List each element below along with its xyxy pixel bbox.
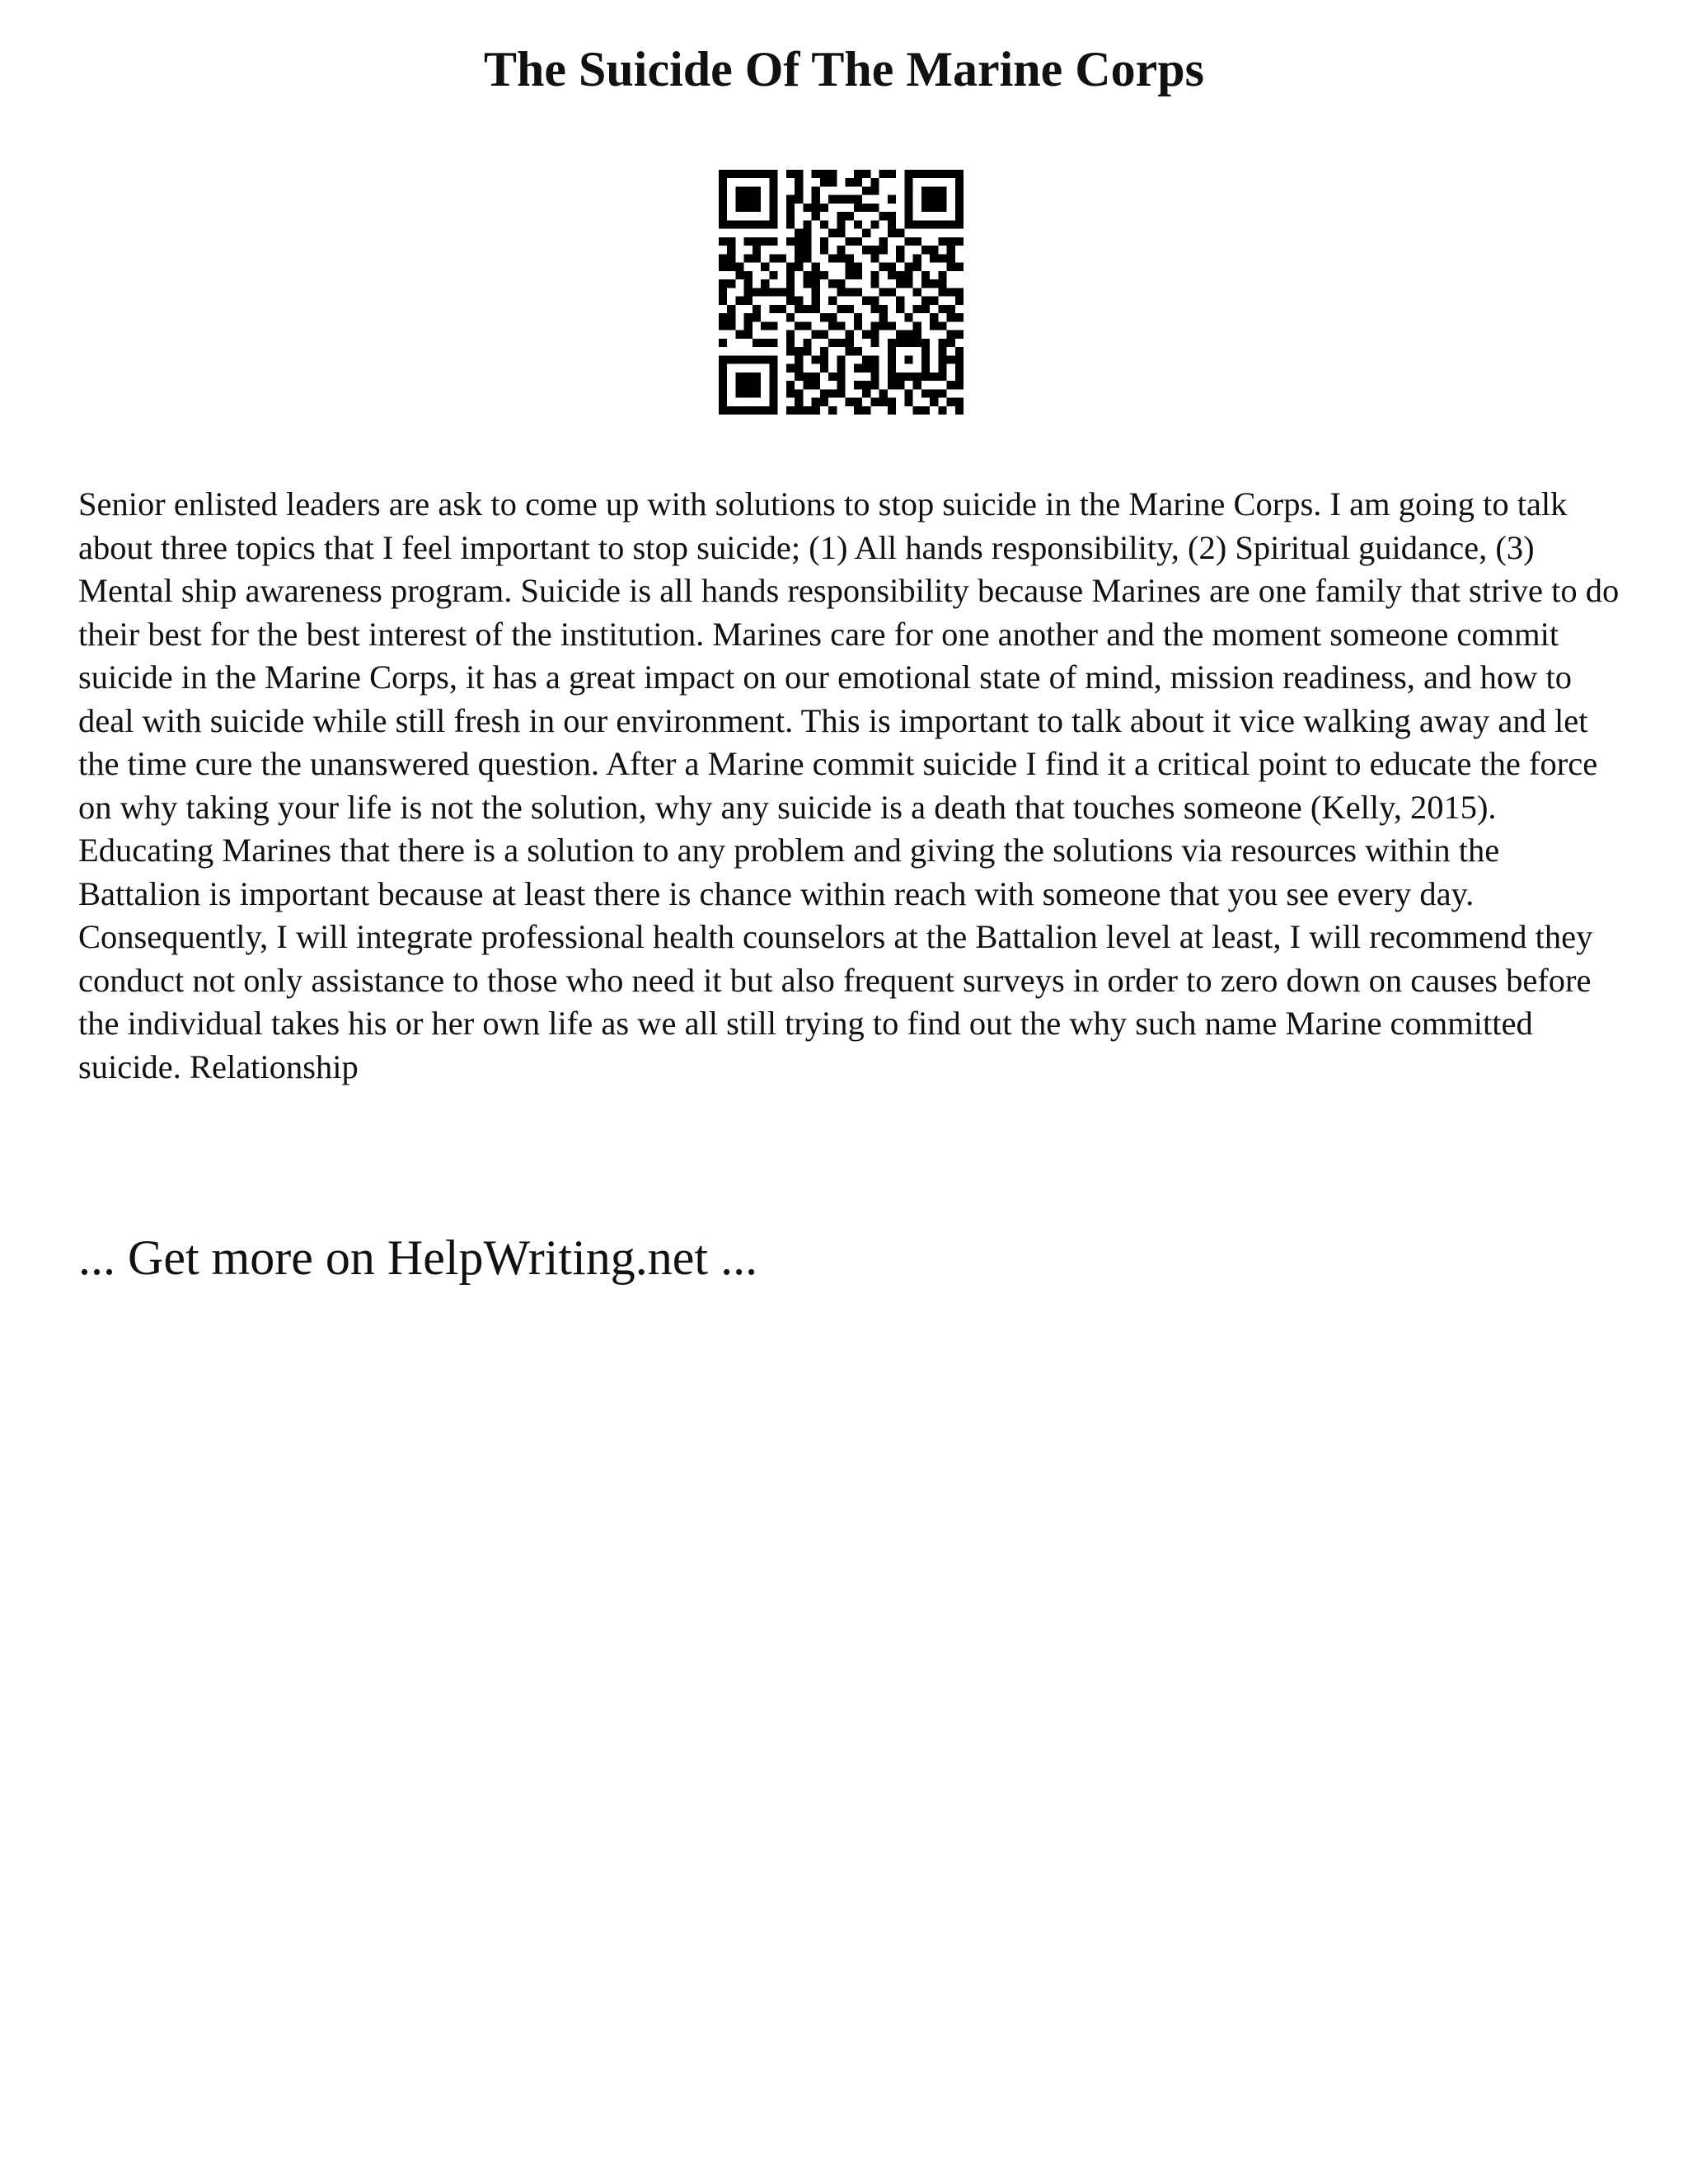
body-paragraph-2: Consequently, I will integrate professional health counselors at the Battalion level at least, I will recommend they conduct not only assistance to those who need it but also frequent surveys in order to zero down on causes before the individual takes his or her own life as we all still trying to find out the why such name Marine committed suicide. Relationship	[78, 918, 1593, 1085]
document-title: The Suicide Of The Marine Corps	[484, 42, 1204, 96]
qr-code-icon	[719, 170, 964, 415]
document-body	[78, 483, 1628, 1089]
body-paragraph-1: Senior enlisted leaders are ask to come up with solutions to stop suicide in the Marine Corps. I am going to talk about three topics that I feel important to stop suicide; (1) All hands responsibility, (2) Spiritual guidance, (3) Mental ship awareness program. Suicide is all hands responsibility because Marines are one family that strive to do their best for the best interest of the institution. Marines care for one another and the moment someone commit suicide in the Marine Corps, it has a great impact on our emotional state of mind, mission readiness, and how to deal with suicide while still fresh in our environment. This is important to talk about it vice walking away and let the time cure the unanswered question. After a Marine commit suicide I find it a critical point to educate the force on why taking your life is not the solution, why any suicide is a death that touches someone (Kelly, 2015). Educating Marines that there is a solution to any problem and giving the solutions via resources within the Battalion is important because at least there is chance within reach with someone that you see every day.	[78, 485, 1620, 912]
get-more-link[interactable]: ... Get more on HelpWriting.net ...	[78, 1230, 758, 1285]
